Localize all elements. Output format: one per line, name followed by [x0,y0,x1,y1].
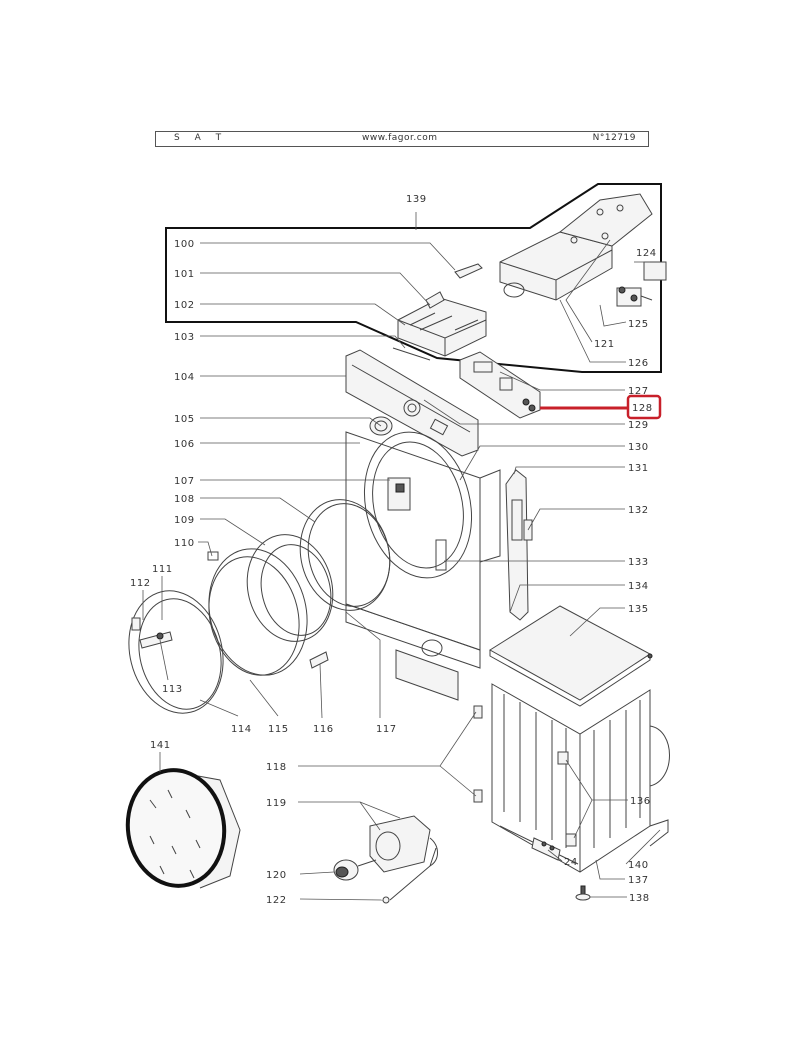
part-116-screw [310,652,328,668]
label-112: 112 [130,578,151,589]
label-132: 132 [628,505,649,516]
label-101: 101 [174,269,195,280]
label-24: 24 [564,857,578,868]
label-104: 104 [174,372,195,383]
label-107: 107 [174,476,195,487]
label-116: 116 [313,724,334,735]
label-108: 108 [174,494,195,505]
part-121-126-dispenser-housing [500,194,652,300]
label-134: 134 [628,581,649,592]
label-118: 118 [266,762,287,773]
label-106: 106 [174,439,195,450]
label-109: 109 [174,515,195,526]
part-118-clips [474,706,482,802]
label-140: 140 [628,860,649,871]
label-122: 122 [266,895,287,906]
label-130: 130 [628,442,649,453]
label-103: 103 [174,332,195,343]
label-128: 128 [632,403,653,414]
label-105: 105 [174,414,195,425]
label-102: 102 [174,300,195,311]
label-135: 135 [628,604,649,615]
label-117: 117 [376,724,397,735]
label-139: 139 [406,194,427,205]
label-124: 124 [636,248,657,259]
header-document-number: N°12719 [592,133,636,143]
part-137-140-cabinet [492,684,670,872]
part-104-control-panel [346,350,478,456]
label-131: 131 [628,463,649,474]
label-136: 136 [630,796,651,807]
label-115: 115 [268,724,289,735]
header-sat: S A T [174,133,228,143]
label-126: 126 [628,358,649,369]
label-114: 114 [231,724,252,735]
label-137: 137 [628,875,649,886]
part-119-120-122-drain-pump [334,816,438,903]
label-141: 141 [150,740,171,751]
part-107-door-lock [388,478,410,510]
part-138-foot [576,886,590,900]
part-100-clip [455,264,482,278]
label-110: 110 [174,538,195,549]
label-119: 119 [266,798,287,809]
label-113: 113 [162,684,183,695]
label-129: 129 [628,420,649,431]
part-106-130-front-panel [346,421,500,700]
part-114-door-front [116,581,235,724]
label-111: 111 [152,564,173,575]
part-108-door-rim [289,490,401,620]
label-120: 120 [266,870,287,881]
part-131-132-133-side-bracket [506,470,532,620]
part-111-113-hinge [132,618,172,648]
label-133: 133 [628,557,649,568]
part-103-bar [393,348,430,360]
part-124-125-electrovalve [617,262,666,306]
part-135-top-cover [490,606,652,706]
label-127: 127 [628,386,649,397]
header-website: www.fagor.com [362,133,438,143]
label-125: 125 [628,319,649,330]
part-141-porthole-glass [120,764,240,892]
part-136-clips [558,752,576,846]
label-121: 121 [594,339,615,350]
label-100: 100 [174,239,195,250]
label-138: 138 [629,893,650,904]
